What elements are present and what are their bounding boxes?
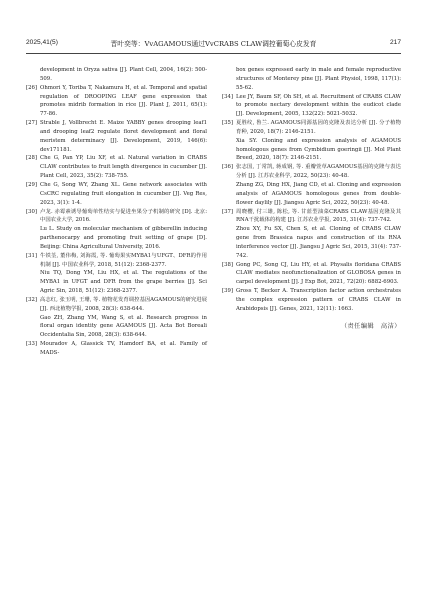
reference-entry: [39] Gross T, Becker A. Transcription factor action orchestrates the complex expression pattern of CRABS CLAW in Arabidopsis [J]. Genes, 2021, 12(11): 1663. <box>222 288 401 312</box>
reference-entry: [30] 卢龙. 赤霉素诱导葡萄单性结实与促进坐果分子机制的研究 [D]. 北京: 中国农业大学, 2016. <box>26 208 207 224</box>
reference-translation: Niu TQ, Dong YM, Liu HX, et al. The regulations of the MYBA1 in UFGT and DFR from the grape berries [J]. Sci Agric Sin, 2018, 51(12): 2368-2377. <box>40 270 207 295</box>
reference-entry: [29] Che G, Song WY, Zhang XL. Gene network associates with CsCRC regulating fruit elongation in cucumber [J]. Veg Res, 2023, 3(1): 1-4. <box>26 181 207 206</box>
reference-entry: [27] Strable J, Vollbrecht E. Maize YABBY genes drooping leaf1 and drooping leaf2 regulate floret development and floral meristem determinacy [J]. Development, 2019, 146(6): dev171181. <box>26 120 207 153</box>
header-rule <box>26 53 401 54</box>
reference-entry: [31] 牛铁荃, 董伟梅, 刘海霞, 等. 葡萄果实MYBA1与UFGT、DFR的作用机制 [J]. 中国农业科学, 2018, 51(12): 2368-2377. <box>26 252 207 268</box>
reference-entry: [36] 张志国, 丁常凯, 蒋成钢, 等. 重瓣萱草AGAMOUS基因的克隆与表达分析 [J]. 江苏农业科学, 2022, 50(23): 40-48. <box>222 164 401 180</box>
reference-entry: [37] 周晓樱, 付三雄, 陈松, 等. 甘蓝型油菜CRABS CLAW基因克隆及其RNA干扰载体的构建 [J]. 江苏农业学报, 2015, 31(4): 737-742. <box>222 208 401 224</box>
running-header <box>26 36 401 50</box>
reference-entry: box genes expressed early in male and female reproductive structures of Monterey pine [J]. Plant Physiol, 1998, 117(1): 55-62. <box>236 67 401 91</box>
reference-entry: [26] Ohmori Y, Toriba T, Nakamura H, et al. Temporal and spatial regulation of DROOPING LEAF gene expression that promotes midrib formation in rice [J]. Plant J, 2011, 65(1): 77-86. <box>26 84 207 118</box>
editor-note: （责任编辑 高洁） <box>340 323 401 330</box>
reference-entry: development in Oryza sativa [J]. Plant Cell, 2004, 16(2): 500-509. <box>40 67 207 82</box>
reference-translation: Zhou XY, Fu SX, Chen S, et al. Cloning of CRABS CLAW gene from Brassica napus and construction of its RNA interference vector [J]. Jiangsu J Agric Sci, 2015, 31(4): 737-742. <box>236 226 401 259</box>
reference-translation: Lu L. Study on molecular mechanism of gibberellin inducing parthenocarpy and promoting fruit setting of grape [D]. Beijing: China Agricultural University, 2016. <box>40 226 207 250</box>
reference-translation: Zhang ZG, Ding HX, Jiang CD, et al. Cloning and expression analysis of AGAMOUS homologous genes from double-flower daylily [J]. Jiangsu Agric Sci, 2022, 50(23): 40-48. <box>236 181 401 206</box>
reference-entry: [33] Mouradov A, Glassick TV, Hamdorf BA, et al. Family of MADS- <box>26 341 207 356</box>
references-right-column <box>222 66 401 314</box>
reference-translation: Gao ZH, Zhang YM, Wang S, et al. Research progress in floral organ identity gene AGAMOUS [J]. Acta Bot Boreali Occidentalia Sin, 2008, 28(3): 638-644. <box>40 314 207 339</box>
references-left-column <box>26 66 207 358</box>
reference-translation: Xia SY. Cloning and expression analysis of AGAMOUS homologous genes from Cymbidium goeringii [J]. Mol Plant Breed, 2020, 18(7): 2146-2151. <box>236 137 401 162</box>
page-number: 217 <box>389 39 401 46</box>
article-title: 晋叶奕等：VvAGAMOUS通过VvCRABS CLAW调控葡萄心皮发育 <box>110 40 317 48</box>
reference-entry: [28] Che G, Pan YP, Liu XF, et al. Natural variation in CRABS CLAW contributes to fruit length divergence in cucumber [J]. Plant Cell, 2023, 35(2): 738-755. <box>26 155 207 180</box>
reference-entry: [34] Lee JY, Baum SF, Oh SH, et al. Recruitment of CRABS CLAW to promote nectary development within the eudicot clade [J]. Development, 2005, 132(22): 5021-5032. <box>222 93 401 118</box>
reference-entry: [38] Gong PC, Song CJ, Liu HY, et al. Physalis floridana CRABS CLAW mediates neofunctionalization of GLOBOSA genes in carpel development [J]. J Exp Bot, 2021, 72(20): 6882-6903. <box>222 261 401 286</box>
issue-label: 2025,41(5) <box>26 39 58 46</box>
reference-entry: [35] 夏胜纹, 鲁兰. AGAMOUS同源基因的克隆及表达分析 [J]. 分子植物育种, 2020, 18(7): 2146-2151. <box>222 120 401 135</box>
reference-entry: [32] 高志红, 张玉明, 王珊, 等. 植物花发育调控基因AGAMOUS的研究进展 [J]. 西北植物学报, 2008, 28(3): 638-644. <box>26 296 207 312</box>
